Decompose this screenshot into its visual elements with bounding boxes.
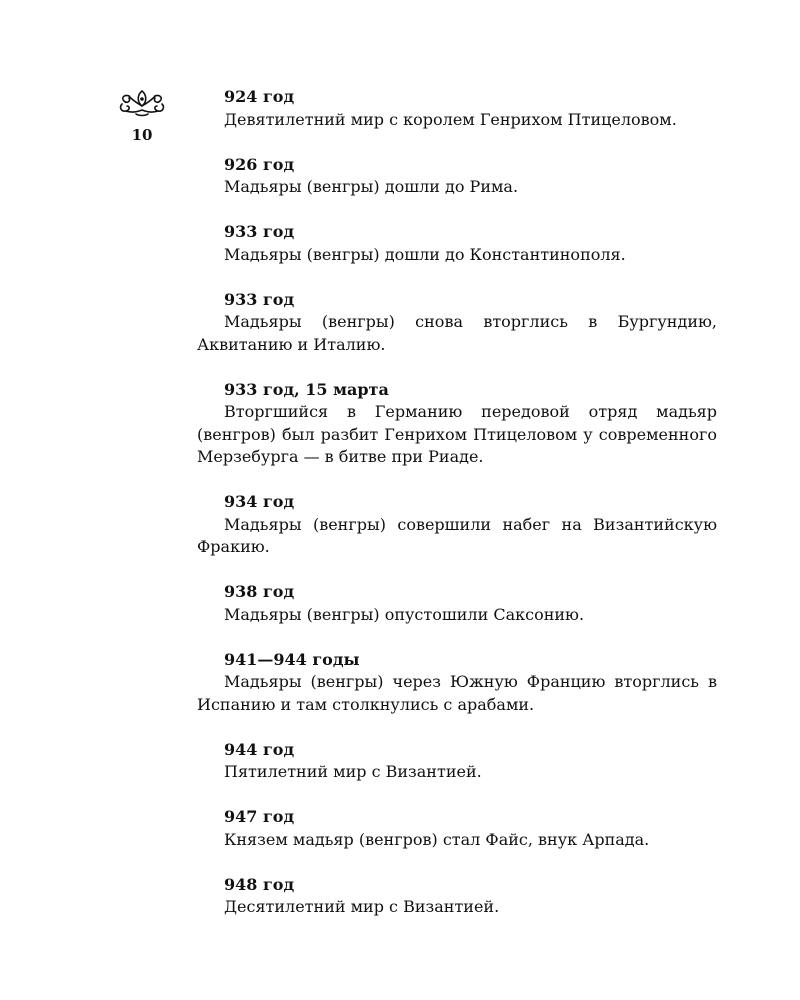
entry-date: 944 год <box>224 739 295 759</box>
entry-date: 934 год <box>224 492 295 511</box>
chronology-entry <box>197 86 717 131</box>
entry-text: Мадьяры (венгры) дошли до Рима. <box>224 177 519 196</box>
entry-date: 933 год <box>224 289 295 309</box>
chronology-entry <box>197 874 717 919</box>
entry-date: 926 год <box>224 154 295 174</box>
entry-date: 947 год <box>224 807 295 826</box>
entry-date: 924 год <box>224 87 295 106</box>
chronology-entry <box>197 289 717 357</box>
chronology-list <box>197 86 717 919</box>
entry-date: 941—944 годы <box>224 649 360 669</box>
entry-date: 933 год <box>224 222 295 241</box>
entry-text: Мадьяры (венгры) дошли до Константинополя. <box>224 244 626 264</box>
chronology-entry <box>197 649 717 717</box>
chronology-entry <box>197 739 717 784</box>
entry-text: Мадьяры (венгры) снова вторглись в Бургундию, Аквитанию и Италию. <box>197 312 717 354</box>
entry-text: Пятилетний мир с Византией. <box>224 762 482 781</box>
chronology-entry <box>197 221 717 266</box>
entry-text: Мадьяры (венгры) через Южную Францию вторглись в Испанию и там столкнулись с арабами. <box>197 672 717 714</box>
entry-text: Мадьяры (венгры) совершили набег на Византийскую Фракию. <box>197 514 717 556</box>
entry-date: 933 год, 15 марта <box>224 379 389 399</box>
entry-text: Вторгшийся в Германию передовой отряд мадьяр (венгров) был разбит Генрихом Птицеловом у современного Мерзебурга — в битве при Риаде. <box>197 402 717 466</box>
floral-ornament-icon <box>116 86 168 118</box>
page-number: 10 <box>131 126 153 144</box>
entry-date: 948 год <box>224 874 295 894</box>
entry-text: Князем мадьяр (венгров) стал Файс, внук Арпада. <box>224 829 650 849</box>
entry-text: Мадьяры (венгры) опустошили Саксонию. <box>224 604 585 624</box>
entry-text: Девятилетний мир с королем Генрихом Птицеловом. <box>224 109 677 129</box>
chronology-entry <box>197 581 717 626</box>
chronology-entry <box>197 154 717 199</box>
entry-text: Десятилетний мир с Византией. <box>224 897 500 916</box>
chronology-entry <box>197 491 717 559</box>
chronology-entry <box>197 806 717 851</box>
entry-date: 938 год <box>224 582 295 601</box>
chronology-entry <box>197 379 717 469</box>
